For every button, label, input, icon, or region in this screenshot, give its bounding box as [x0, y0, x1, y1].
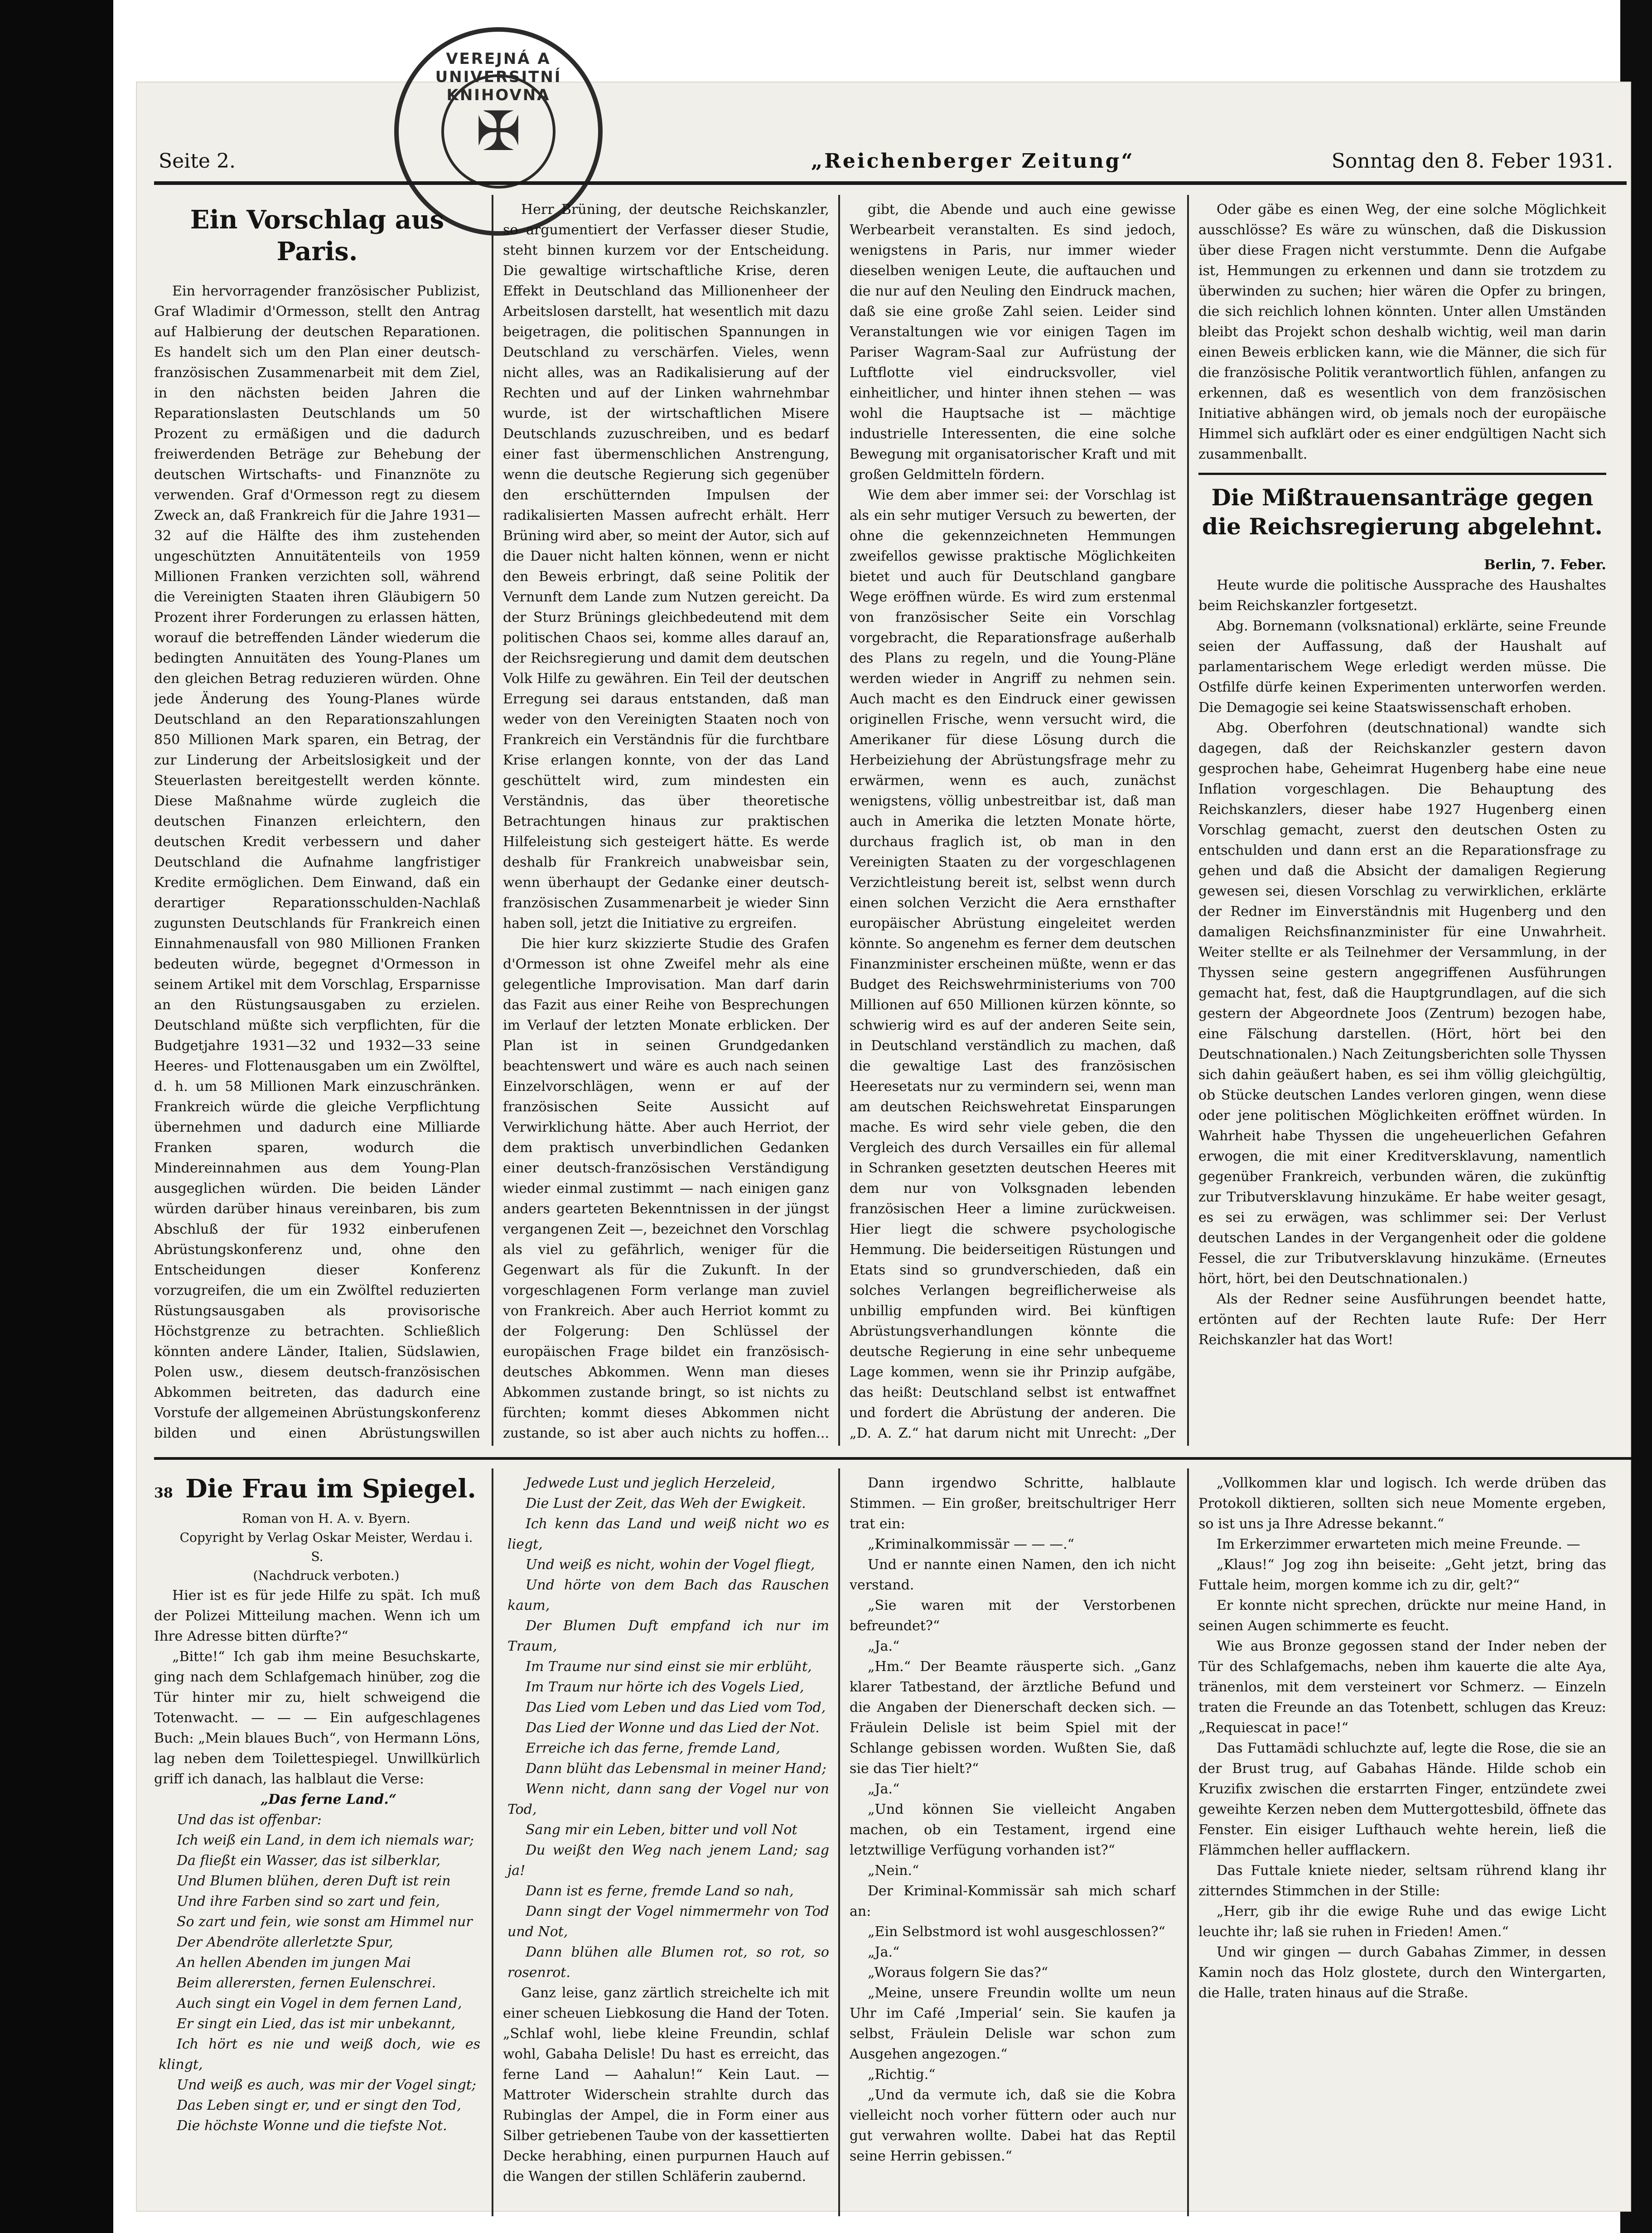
novel-paragraph: Und wir gingen — durch Gabahas Zimmer, in dessen Kamin noch das Holz glostete, durch den Wintergarten, die Halle, traten hinaus auf die Straße. — [1198, 1944, 1606, 2001]
poem-title: „Das ferne Land.“ — [260, 1792, 397, 1807]
feuilleton-rule — [154, 1457, 1631, 1460]
novel-paragraph: „Kriminalkommissär — — —.“ — [868, 1536, 1074, 1552]
novel-column-1 — [154, 1473, 480, 2216]
article-column-4 — [1198, 199, 1606, 1441]
novel-paragraph: „Ja.“ — [868, 1781, 900, 1797]
poem-line: Der Blumen Duft empfand ich nur im Traum, — [507, 1618, 829, 1654]
novel-column-2 — [503, 1473, 829, 2216]
issue-date: Sonntag den 8. Feber 1931. — [1331, 150, 1613, 173]
poem-line: Er singt ein Lied, das ist mir unbekannt, — [177, 2016, 456, 2032]
poem-line: Beim allerersten, fernen Eulenschrei. — [177, 1975, 436, 1991]
novel-byline: Roman von H. A. v. Byern. — [242, 1511, 411, 1526]
novel-paragraph: Und er nannte einen Namen, den ich nicht verstand. — [850, 1557, 1176, 1593]
poem-line: Und Blumen blühen, deren Duft ist rein — [177, 1873, 451, 1889]
poem-line: Und weiß es auch, was mir der Vogel singt; — [177, 2077, 477, 2093]
novel-paragraph: „Sie waren mit der Verstorbenen befreundet?“ — [850, 1598, 1176, 1634]
installment-number: 38 — [154, 1485, 173, 1501]
article-paragraph: gibt, die Abende und auch eine gewisse Werbearbeit veranstalten. Es sind jedoch, wenigstens in Paris, nur immer wieder dieselben wenigen Leute, die auftauchen und die nur auf den Neuling den Eindruck machen, daß sie eine große Zahl seien. Leider sind Veranstaltungen wie vor einigen Tagen im Pariser Wagram-Saal zur Aufrüstung der Luftflotte viel eindrucksvoller, viel einheitlicher, und hinter ihnen stehen — was wohl die Hauptsache ist — mächtige industrielle Interessenten, die eine solche Bewegung mit organisatorischer Kraft und mit großen Geldmitteln fördern. — [850, 202, 1176, 483]
poem-line: Und das ist offenbar: — [177, 1812, 322, 1828]
article-column-1 — [154, 199, 480, 1441]
article-paragraph: Ein hervorragender französischer Publizist, Graf Wladimir d'Ormesson, stellt den Antrag auf Halbierung der deutschen Reparationen. Es handelt sich um den Plan einer deutsch-französischen Zusammenarbeit mit dem Ziel, in den nächsten beiden Jahren die Reparationslasten Deutschlands um 50 Prozent zu ermäßigen und die dadurch freiwerdenden Beträge zur Behebung der deutschen Wirtschafts- und Finanznöte zu verwenden. Graf d'Ormesson regt zu diesem Zweck an, daß Frankreich für die Jahre 1931—32 auf die Hälfte des ihm zustehenden ungeschützten Annuitätenteils von 1959 Millionen Franken verzichten soll, während die Vereinigten Staaten ihren Gläubigern 50 Prozent ihrer Forderungen zu erlassen hätten, worauf die betreffenden Länder wiederum die bedingten Annuitäten des Young-Planes um den gleichen Betrag reduzieren würden. Ohne jede Änderung des Young-Planes würde Deutschland an den Reparationszahlungen 850 Millionen Mark sparen, ein Betrag, der zur Linderung der Arbeitslosigkeit und der Steuerlasten bereitgestellt werden könnte. Diese Maßnahme würde zugleich die deutschen Finanzen erleichtern, den deutschen Kredit verbessern und daher Deutschland die Aufnahme langfristiger Kredite ermöglichen. Dem Einwand, daß ein derartiger Reparationsschulden-Nachlaß zugunsten Deutschlands für Frankreich einen Einnahmenausfall von 980 Millionen Franken bedeuten würde, begegnet d'Ormesson in seinem Artikel mit dem Vorschlag, Ersparnisse an den Rüstungsausgaben zu erzielen. Deutschland müßte sich verpflichten, für die Budgetjahre 1931—32 und 1932—33 seine Heeres- und Flottenausgaben um ein Zwölftel, d. h. um 58 Millionen Mark einzuschränken. Frankreich würde die gleiche Verpflichtung übernehmen und dadurch eine Milliarde Franken sparen, wodurch die Mindereinnahmen aus dem Young-Plan ausgeglichen würden. Die beiden Länder würden darüber hinaus vereinbaren, bis zum Abschluß der für 1932 einberufenen Abrüstungskonferenz und, ohne den Entscheidungen dieser Konferenz vorzugreifen, die um ein Zwölftel reduzierten Rüstungsausgaben als provisorische Höchstgrenze zu betrachten. Schließlich könnten andere Länder, Italien, Südslawien, Polen usw., diesem deutsch-französischen Abkommen beitreten, das dadurch eine Vorstufe der allgemeinen Abrüstungskonferenz bilden und einen Abrüstungswillen — [154, 283, 480, 1441]
novel-column-4 — [1198, 1473, 1606, 2216]
page-number: Seite 2. — [159, 150, 236, 173]
article-paragraph: Abg. Oberfohren (deutschnational) wandte sich dagegen, daß der Reichskanzler gestern davon gesprochen habe, Geheimrat Hugenberg habe eine neue Inflation vorgeschlagen. Die Behauptung des Reichskanzlers, dieser habe 1927 Hugenberg einen Vorschlag gemacht, zuerst den deutschen Osten zu entschulden und dann erst an die Reparationsfrage zu gehen und daß die Absicht der damaligen Regierung gewesen sei, diesen Vorschlag zu verwirklichen, erklärte der Redner im Einverständnis mit Hugenberg und den damaligen Reichsfinanzminister für eine Unwahrheit. Weiter stellte er als Teilnehmer der Versammlung, in der Thyssen seine gestern angegriffenen Ausführungen gemacht hat, fest, daß die Hauptgrundlagen, auf die sich gestern der Abgeordnete Joos (Zentrum) bezogen habe, eine Fälschung darstellen. (Hört, hört bei den Deutschnationalen.) Nach Zeitungsberichten solle Thyssen sich dahin geäußert haben, es sei ihm völlig gleichgültig, ob Stücke deutschen Landes verloren gingen, wenn diese oder jene politischen Möglichkeiten eröffnet würden. In Wahrheit habe Thyssen die ungeheuerlichen Gefahren erwogen, die mit einer Kreditversklavung, namentlich gegenüber Frankreich, verbunden wären, die zukünftig zur Tributversklavung hinzukäme. Er habe weiter gesagt, es sei zu erwägen, was schlimmer sei: Der Verlust deutschen Landes in der Vergangenheit oder die goldene Fessel, die zur Tributversklavung hinzukäme. (Erneutes hört, hört, bei den Deutschnationalen.) — [1198, 720, 1606, 1287]
article-paragraph: Oder gäbe es einen Weg, der eine solche Möglichkeit ausschlösse? Es wäre zu wünschen, daß die Diskussion über diese Fragen nicht verstummte. Denn die Aufgabe ist, Hemmungen zu erkennen und dann sie trotzdem zu überwinden zu suchen; hier wären die Opfer zu bringen, die sich reichlich lohnen könnten. Unter allen Umständen bleibt das Projekt schon deshalb wichtig, weil man darin einen Beweis erblicken kann, wie die Männer, die sich für die französische Politik verantwortlich fühlen, anfangen zu erkennen, daß es wesentlich von dem französischen Initiative abhängen wird, ob jemals noch der europäische Himmel sich aufklärt oder es einer endgültigen Nacht sich zusammenballt. — [1198, 202, 1606, 462]
column-divider — [1187, 1468, 1189, 2216]
article-paragraph: Abg. Bornemann (volksnational) erklärte, seine Freunde seien der Auffassung, daß der Haushalt auf parlamentarischem Wege erledigt werden müsse. Die Ostfilfe dürfe keinen Experimenten unterworfen werden. Die Demagogie sei keine Staatswissenschaft erhoben. — [1198, 618, 1606, 716]
article-paragraph: Wie dem aber immer sei: der Vorschlag ist als ein sehr mutiger Versuch zu bewerten, der ohne die gekennzeichneten Hemmungen zweifellos gewisse praktische Möglichkeiten bietet und auch für Deutschland gangbare Wege eröffnen würde. Es wird zum erstenmal von französischer Seite ein Vorschlag vorgebracht, die Reparationsfrage außerhalb des Plans zu regeln, und die Young-Pläne werden wieder in Angriff zu nehmen sein. Auch macht es den Eindruck einer gewissen originellen Frische, wenn versucht wird, die Amerikaner für diese Lösung durch die Herbeiziehung der Abrüstungsfrage mehr zu erwärmen, wenn es auch, zunächst wenigstens, völlig unbestreitbar ist, daß man auch in Amerika die letzten Monate hörte, durchaus fraglich ist, ob man in den Vereinigten Staaten zu der vorgeschlagenen Verzichtleistung bereit ist, selbst wenn durch einen solchen Verzicht die Aera ernsthafter europäischer Abrüstung eingeleitet werden könnte. So angenehm es ferner dem deutschen Finanzminister erscheinen müßte, wenn er das Budget des Reichswehrministeriums von 700 Millionen auf 650 Millionen kürzen könnte, so schwierig wird es auf der anderen Seite sein, in Deutschland verständlich zu machen, daß die gewaltige Last des französischen Heeresetats nur zu vermindern sei, wenn man am deutschen Reichswehretat Einsparungen mache. Es wird sehr viele geben, die den Vergleich des durch Versailles ein für allemal in Schranken gesetzten deutschen Heeres mit dem nur von Volksgnaden lebenden französischen Heer a limine zurückweisen. Hier liegt die schwere psychologische Hemmung. Die beiderseitigen Rüstungen und Etats sind so grundverschieden, daß ein solches Verlangen begreiflicherweise als unbillig empfunden wird. Bei künftigen Abrüstungsverhandlungen könnte die deutsche Regierung in eine sehr unbequeme Lage kommen, wenn sie ihr Prinzip aufgäbe, das heißt: Deutschland selbst ist entwaffnet und fordert die Abrüstung der anderen. Die „D. A. Z.“ hat darum nicht mit Unrecht: „Der — [850, 487, 1176, 1441]
poem-line: Ich hört es nie und weiß doch, wie es klingt, — [159, 2036, 480, 2073]
novel-paragraph: Dann irgendwo Schritte, halblaute Stimmen. — Ein großer, breitschultriger Herr trat ein: — [850, 1475, 1176, 1532]
novel-paragraph: „Nein.“ — [868, 1863, 919, 1879]
novel-paragraph: Im Erkerzimmer erwarteten mich meine Freunde. — — [1217, 1536, 1580, 1552]
article-paragraph: Als der Redner seine Ausführungen beendet hatte, ertönten auf der Rechten laute Rufe: Der Herr Reichskanzler hat das Wort! — [1198, 1291, 1606, 1348]
poem-line: Dann blüht das Lebensmal in meiner Hand; — [526, 1761, 826, 1777]
poem-line: Auch singt ein Vogel in dem fernen Land, — [177, 1996, 462, 2011]
poem-line: Das Lied vom Leben und das Lied vom Tod, — [526, 1700, 826, 1715]
dateline: Berlin, 7. Feber. — [1484, 557, 1606, 573]
column-divider — [1187, 195, 1189, 1446]
novel-title-row — [154, 1473, 480, 1509]
novel-paragraph: Das Futtale kniete nieder, seltsam rührend klang ihr zitterndes Stimmchen in der Stille: — [1198, 1863, 1606, 1899]
column-divider — [838, 1468, 840, 2216]
article-headline-vorschlag: Ein Vorschlag aus Paris. — [190, 205, 444, 266]
article-column-2 — [503, 199, 829, 1441]
novel-paragraph: Das Futtamädi schluchzte auf, legte die Rose, die sie an der Brust trug, auf Gabahas Hände. Hilde schob ein Kruzifix zwischen die erstarrten Finger, entzündete zwei geweihte Kerzen neben dem Muttergottesbild, öffnete das Fenster. Ein eisiger Lufthauch wehte herein, ließ die Flämmchen heller aufflackern. — [1198, 1740, 1606, 1858]
poem-line: Du weißt den Weg nach jenem Land; sag ja! — [507, 1842, 829, 1879]
novel-column-3 — [850, 1473, 1176, 2216]
newspaper-name: „Reichenberger Zeitung“ — [811, 150, 1135, 173]
poem-line: Und hörte von dem Bach das Rauschen kaum, — [507, 1577, 829, 1613]
novel-paragraph: „Ja.“ — [868, 1638, 900, 1654]
poem-line: Im Traum nur hörte ich des Vogels Lied, — [526, 1679, 804, 1695]
article-column-3 — [850, 199, 1176, 1441]
column-divider — [838, 195, 840, 1446]
poem-line: Sang mir ein Leben, bitter und voll Not — [526, 1822, 797, 1838]
poem-line: Erreiche ich das ferne, fremde Land, — [526, 1740, 780, 1756]
article-paragraph: Heute wurde die politische Aussprache des Haushaltes beim Reichskanzler fortgesetzt. — [1198, 577, 1606, 614]
poem-line: Ich weiß ein Land, in dem ich niemals war; — [177, 1832, 474, 1848]
novel-paragraph: Er konnte nicht sprechen, drückte nur meine Hand, in seinen Augen schimmerte es feucht. — [1198, 1598, 1606, 1634]
novel-paragraph: „Und können Sie vielleicht Angaben machen, ob ein Testament, irgend eine letztwillige Verfügung vorhanden ist?“ — [850, 1802, 1176, 1858]
library-stamp-text: VEREJNÁ A UNIVERSITNÍ KNIHOVNA — [435, 50, 562, 104]
novel-paragraph: „Und da vermute ich, daß sie die Kobra vielleicht noch vorher füttern oder auch nur gut verwahren wollte. Dabei hat das Reptil seine Herrin gebissen.“ — [850, 2087, 1176, 2164]
novel-paragraph: Hier ist es für jede Hilfe zu spät. Ich muß der Polizei Mitteilung machen. Wenn ich um Ihre Adresse bitten dürfte?“ — [154, 1588, 480, 1644]
novel-paragraph: „Hm.“ Der Beamte räusperte sich. „Ganz klarer Tatbestand, der ärztliche Befund und die Angaben der Dienerschaft decken sich. — Fräulein Delisle ist beim Spiel mit der Schlange gebissen worden. Wußten Sie, daß sie das Tier hielt?“ — [850, 1659, 1176, 1777]
poem-line: Dann ist es ferne, fremde Land so nah, — [526, 1883, 794, 1899]
poem-line: Jedwede Lust und jeglich Herzeleid, — [526, 1475, 776, 1491]
poem-line: Und ihre Farben sind so zart und fein, — [177, 1894, 440, 1909]
novel-paragraph: „Klaus!“ Jog zog ihn beiseite: „Geht jetzt, bring das Futtale heim, morgen komme ich zu dir, gelt?“ — [1198, 1557, 1606, 1593]
novel-title: Die Frau im Spiegel. — [185, 1474, 476, 1504]
novel-paragraph: „Ein Selbstmord ist wohl ausgeschlossen?“ — [868, 1924, 1165, 1940]
novel-paragraph: „Bitte!“ Ich gab ihm meine Besuchskarte, ging nach dem Schlafgemach hinüber, zog die Tür hinter mir zu, hielt schweigend die Totenwacht. — — — Ein aufgeschlagenes Buch: „Mein blaues Buch“, von Hermann Löns, lag neben dem Toilettespiegel. Unwillkürlich griff ich danach, las halblaut die Verse: — [154, 1649, 480, 1787]
poem-line: Die höchste Wonne und die tiefste Not. — [177, 2118, 447, 2134]
poem-line: Ich kenn das Land und weiß nicht wo es liegt, — [507, 1516, 829, 1552]
novel-paragraph: „Richtig.“ — [868, 2067, 936, 2083]
novel-paragraph: Der Kriminal-Kommissär sah mich scharf an: — [850, 1883, 1176, 1919]
article-paragraph: Die hier kurz skizzierte Studie des Grafen d'Ormesson ist ohne Zweifel mehr als eine gelegentliche Improvisation. Man darf darin das Fazit aus einer Reihe von Besprechungen im Verlauf der letzten Monate erblicken. Der Plan ist in seinen Grundgedanken beachtenswert und wäre es auch nach seinen Einzelvorschlägen, wenn er auf der französischen Seite Aussicht auf Verwirklichung hätte. Aber auch Herriot, der dem praktisch unverbindlichen Gedanken einer deutsch-französischen Verständigung wieder einmal zustimmt — nach einigen ganz anders gearteten Bekenntnissen in der jüngst vergangenen Zeit —, bezeichnet den Vorschlag als viel zu gefährlich, weniger für die Gegenwart als für die Zukunft. In der vorgeschlagenen Form verlange man zuviel von Frankreich. Aber auch Herriot kommt zu der Folgerung: Den Schlüssel der europäischen Frage bildet ein französisch-deutsches Abkommen. Wenn man dieses Abkommen zustande bringt, so ist nichts zu fürchten; kommt dieses Abkommen nicht zustande, so ist aber auch nichts zu hoffen... — [503, 936, 829, 1441]
header-rule — [154, 181, 1627, 185]
poem-line: Die Lust der Zeit, das Weh der Ewigkeit. — [526, 1496, 806, 1511]
poem-line: Dann singt der Vogel nimmermehr von Tod und Not, — [507, 1904, 829, 1940]
poem-line: Dann blühen alle Blumen rot, so rot, so rosenrot. — [507, 1944, 829, 1981]
novel-paragraph: Ganz leise, ganz zärtlich streichelte ich mit einer scheuen Liebkosung die Hand der Toten. „Schlaf wohl, liebe kleine Freundin, schlaf wohl, Gabaha Delisle! Du hast es erreicht, das ferne Land — Aahalun!“ Kein Laut. — Mattroter Widerschein strahlte durch das Rubinglas der Ampel, die in Form einer aus Silber getriebenen Taube von der kassettierten Decke herabhing, einen purpurnen Hauch auf die Wangen der stillen Schläferin zaubernd. — [503, 1985, 829, 2185]
poem-line: Wenn nicht, dann sang der Vogel nur von Tod, — [507, 1781, 829, 1817]
novel-paragraph: „Ja.“ — [868, 1944, 900, 1960]
novel-paragraph: „Meine, unsere Freundin wollte um neun Uhr im Café ‚Imperial‘ sein. Sie kaufen ja selbst, Fräulein Delisle war schon zum Ausgehen angezogen.“ — [850, 1985, 1176, 2062]
article-paragraph: Herr Brüning, der deutsche Reichskanzler, so argumentiert der Verfasser dieser Studie, steht binnen kurzem vor der Entscheidung. Die gewaltige wirtschaftliche Krise, deren Effekt in Deutschland das Millionenheer der Arbeitslosen darstellt, hat wesentlich mit dazu beigetragen, die politischen Spannungen in Deutschland zu verschärfen. Vieles, wenn nicht alles, was an Radikalisierung auf der Rechten und auf der Linken wahrnehmbar wurde, ist der wirtschaftlichen Misere Deutschlands zuzuschreiben, und es bedarf einer fast übermenschlichen Anstrengung, wenn die deutsche Regierung sich gegenüber den erschütternden Impulsen der radikalisierten Massen aufrecht erhält. Herr Brüning wird aber, so meint der Autor, sich auf die Dauer nicht halten können, wenn er nicht den Beweis erbringt, daß seine Politik der Vernunft dem Lande zum Nutzen gereicht. Da der Sturz Brünings gleichbedeutend mit dem politischen Chaos sei, komme alles darauf an, der Reichsregierung und damit dem deutschen Volk Hilfe zu gewähren. Ein Teil der deutschen Erregung sei daraus entstanden, daß man weder von den Vereinigten Staaten noch von Frankreich ein Verständnis für die furchtbare Krise erlangen konnte, von der das Land geschüttelt wird, zum mindesten ein Verständnis, das über theoretische Betrachtungen hinaus zur praktischen Hilfeleistung sich gesteigert hätte. Es werde deshalb für Frankreich unabweisbar sein, wenn überhaupt der Gedanke einer deutsch-französischen Zusammenarbeit je wieder Sinn haben soll, jetzt die Initiative zu ergreifen. — [503, 202, 829, 931]
reprint-notice: (Nachdruck verboten.) — [253, 1568, 400, 1583]
poem-line: An hellen Abenden im jungen Mai — [177, 1955, 411, 1971]
column-divider — [492, 1468, 493, 2216]
lion-emblem-icon: ✠ — [441, 74, 555, 189]
poem-line: Das Lied der Wonne und das Lied der Not. — [526, 1720, 820, 1736]
novel-paragraph: „Vollkommen klar und logisch. Ich werde drüben das Protokoll diktieren, sollten sich neue Momente ergeben, so ist uns ja Ihre Adresse bekannt.“ — [1198, 1475, 1606, 1532]
poem-line: Im Traume nur sind einst sie mir erblüht, — [526, 1659, 812, 1675]
poem-line: Da fließt ein Wasser, das ist silberklar, — [177, 1853, 441, 1869]
poem-line: Der Abendröte allerletzte Spur, — [177, 1934, 393, 1950]
poem-line: Und weiß es nicht, wohin der Vogel fliegt, — [526, 1557, 815, 1573]
scan-left-border — [0, 0, 113, 2233]
page-header — [154, 150, 1627, 181]
section-rule — [1198, 473, 1606, 475]
poem-line: Das Leben singt er, und er singt den Tod, — [177, 2097, 461, 2113]
novel-paragraph: Wie aus Bronze gegossen stand der Inder neben der Tür des Schlafgemachs, neben ihm kauerte die alte Aya, tränenlos, mit dem versteinert vor Schmerz. — Einzeln traten die Freunde an das Totenbett, schlugen das Kreuz: „Requiescat in pace!“ — [1198, 1638, 1606, 1736]
poem-line: So zart und fein, wie sonst am Himmel nur — [177, 1914, 473, 1930]
novel-paragraph: „Herr, gib ihr die ewige Ruhe und das ewige Licht leuchte ihr; laß sie ruhen in Frieden! Amen.“ — [1198, 1904, 1606, 1940]
article-headline-misstrauen: Die Mißtrauensanträge gegen die Reichsregierung abgelehnt. — [1202, 484, 1603, 540]
column-divider — [492, 195, 493, 1446]
novel-paragraph: „Woraus folgern Sie das?“ — [868, 1965, 1048, 1981]
novel-copyright: Copyright by Verlag Oskar Meister, Werdau i. S. — [179, 1530, 473, 1564]
